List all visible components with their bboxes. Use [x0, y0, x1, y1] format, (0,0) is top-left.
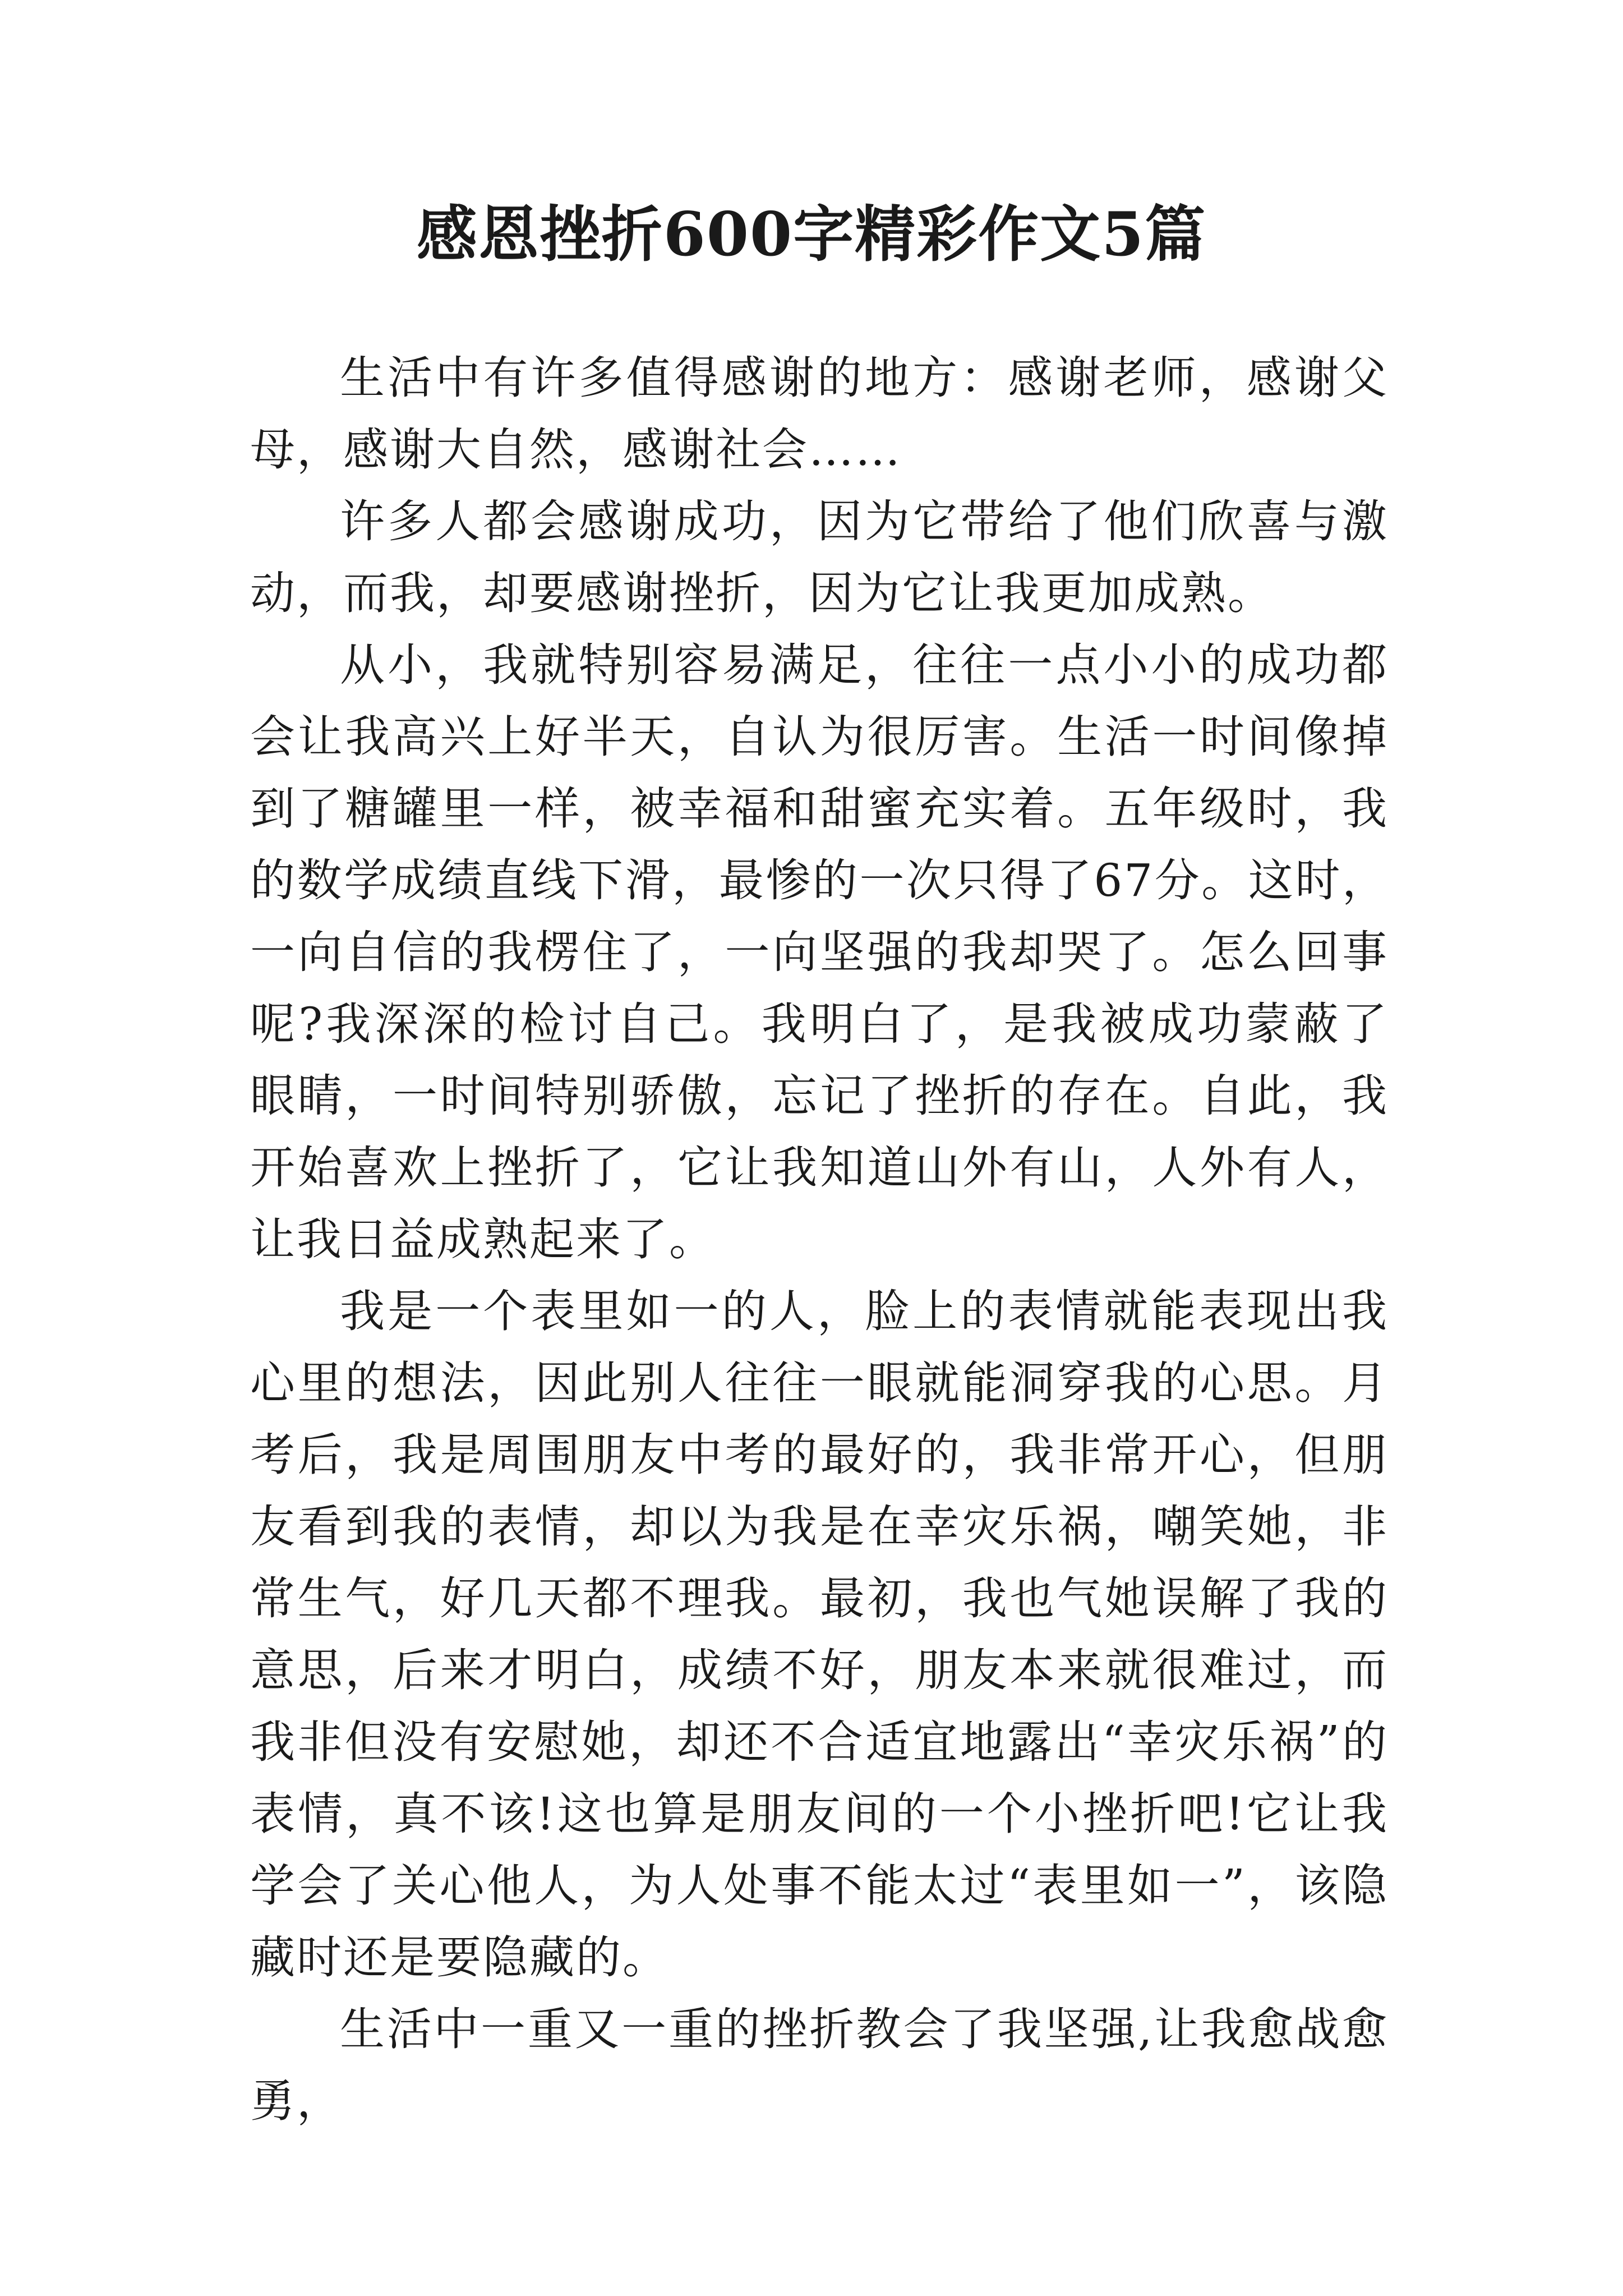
- document-title: 感恩挫折600字精彩作文5篇: [416, 199, 1207, 270]
- paragraph: 从小，我就特别容易满足，往往一点小小的成功都会让我高兴上好半天，自认为很厉害。生活一时间像掉到了糖罐里一样，被幸福和甜蜜充实着。五年级时，我的数学成绩直线下滑，最惨的一次只得了67分。这时，一向自信的我楞住了，一向坚强的我却哭了。怎么回事呢?我深深的检讨自己。我明白了，是我被成功蒙蔽了眼睛，一时间特别骄傲，忘记了挫折的存在。自此，我开始喜欢上挫折了，它让我知道山外有山，人外有人，让我日益成熟起来了。: [250, 639, 1389, 1266]
- document-body: [250, 342, 1389, 2137]
- paragraph: 生活中有许多值得感谢的地方：感谢老师，感谢父母，感谢大自然，感谢社会……: [250, 352, 1389, 476]
- paragraph: 生活中一重又一重的挫折教会了我坚强,让我愈战愈勇，: [250, 2003, 1389, 2127]
- paragraph: 我是一个表里如一的人，脸上的表情就能表现出我心里的想法，因此别人往往一眼就能洞穿我的心思。月考后，我是周围朋友中考的最好的，我非常开心，但朋友看到我的表情，却以为我是在幸灾乐祸，嘲笑她，非常生气，好几天都不理我。最初，我也气她误解了我的意思，后来才明白，成绩不好，朋友本来就很难过，而我非但没有安慰她，却还不合适宜地露出“幸灾乐祸”的表情，真不该!这也算是朋友间的一个小挫折吧!它让我学会了关心他人，为人处事不能太过“表里如一”，该隐藏时还是要隐藏的。: [250, 1285, 1389, 1984]
- paragraph: 许多人都会感谢成功，因为它带给了他们欣喜与激动，而我，却要感谢挫折，因为它让我更加成熟。: [250, 495, 1389, 619]
